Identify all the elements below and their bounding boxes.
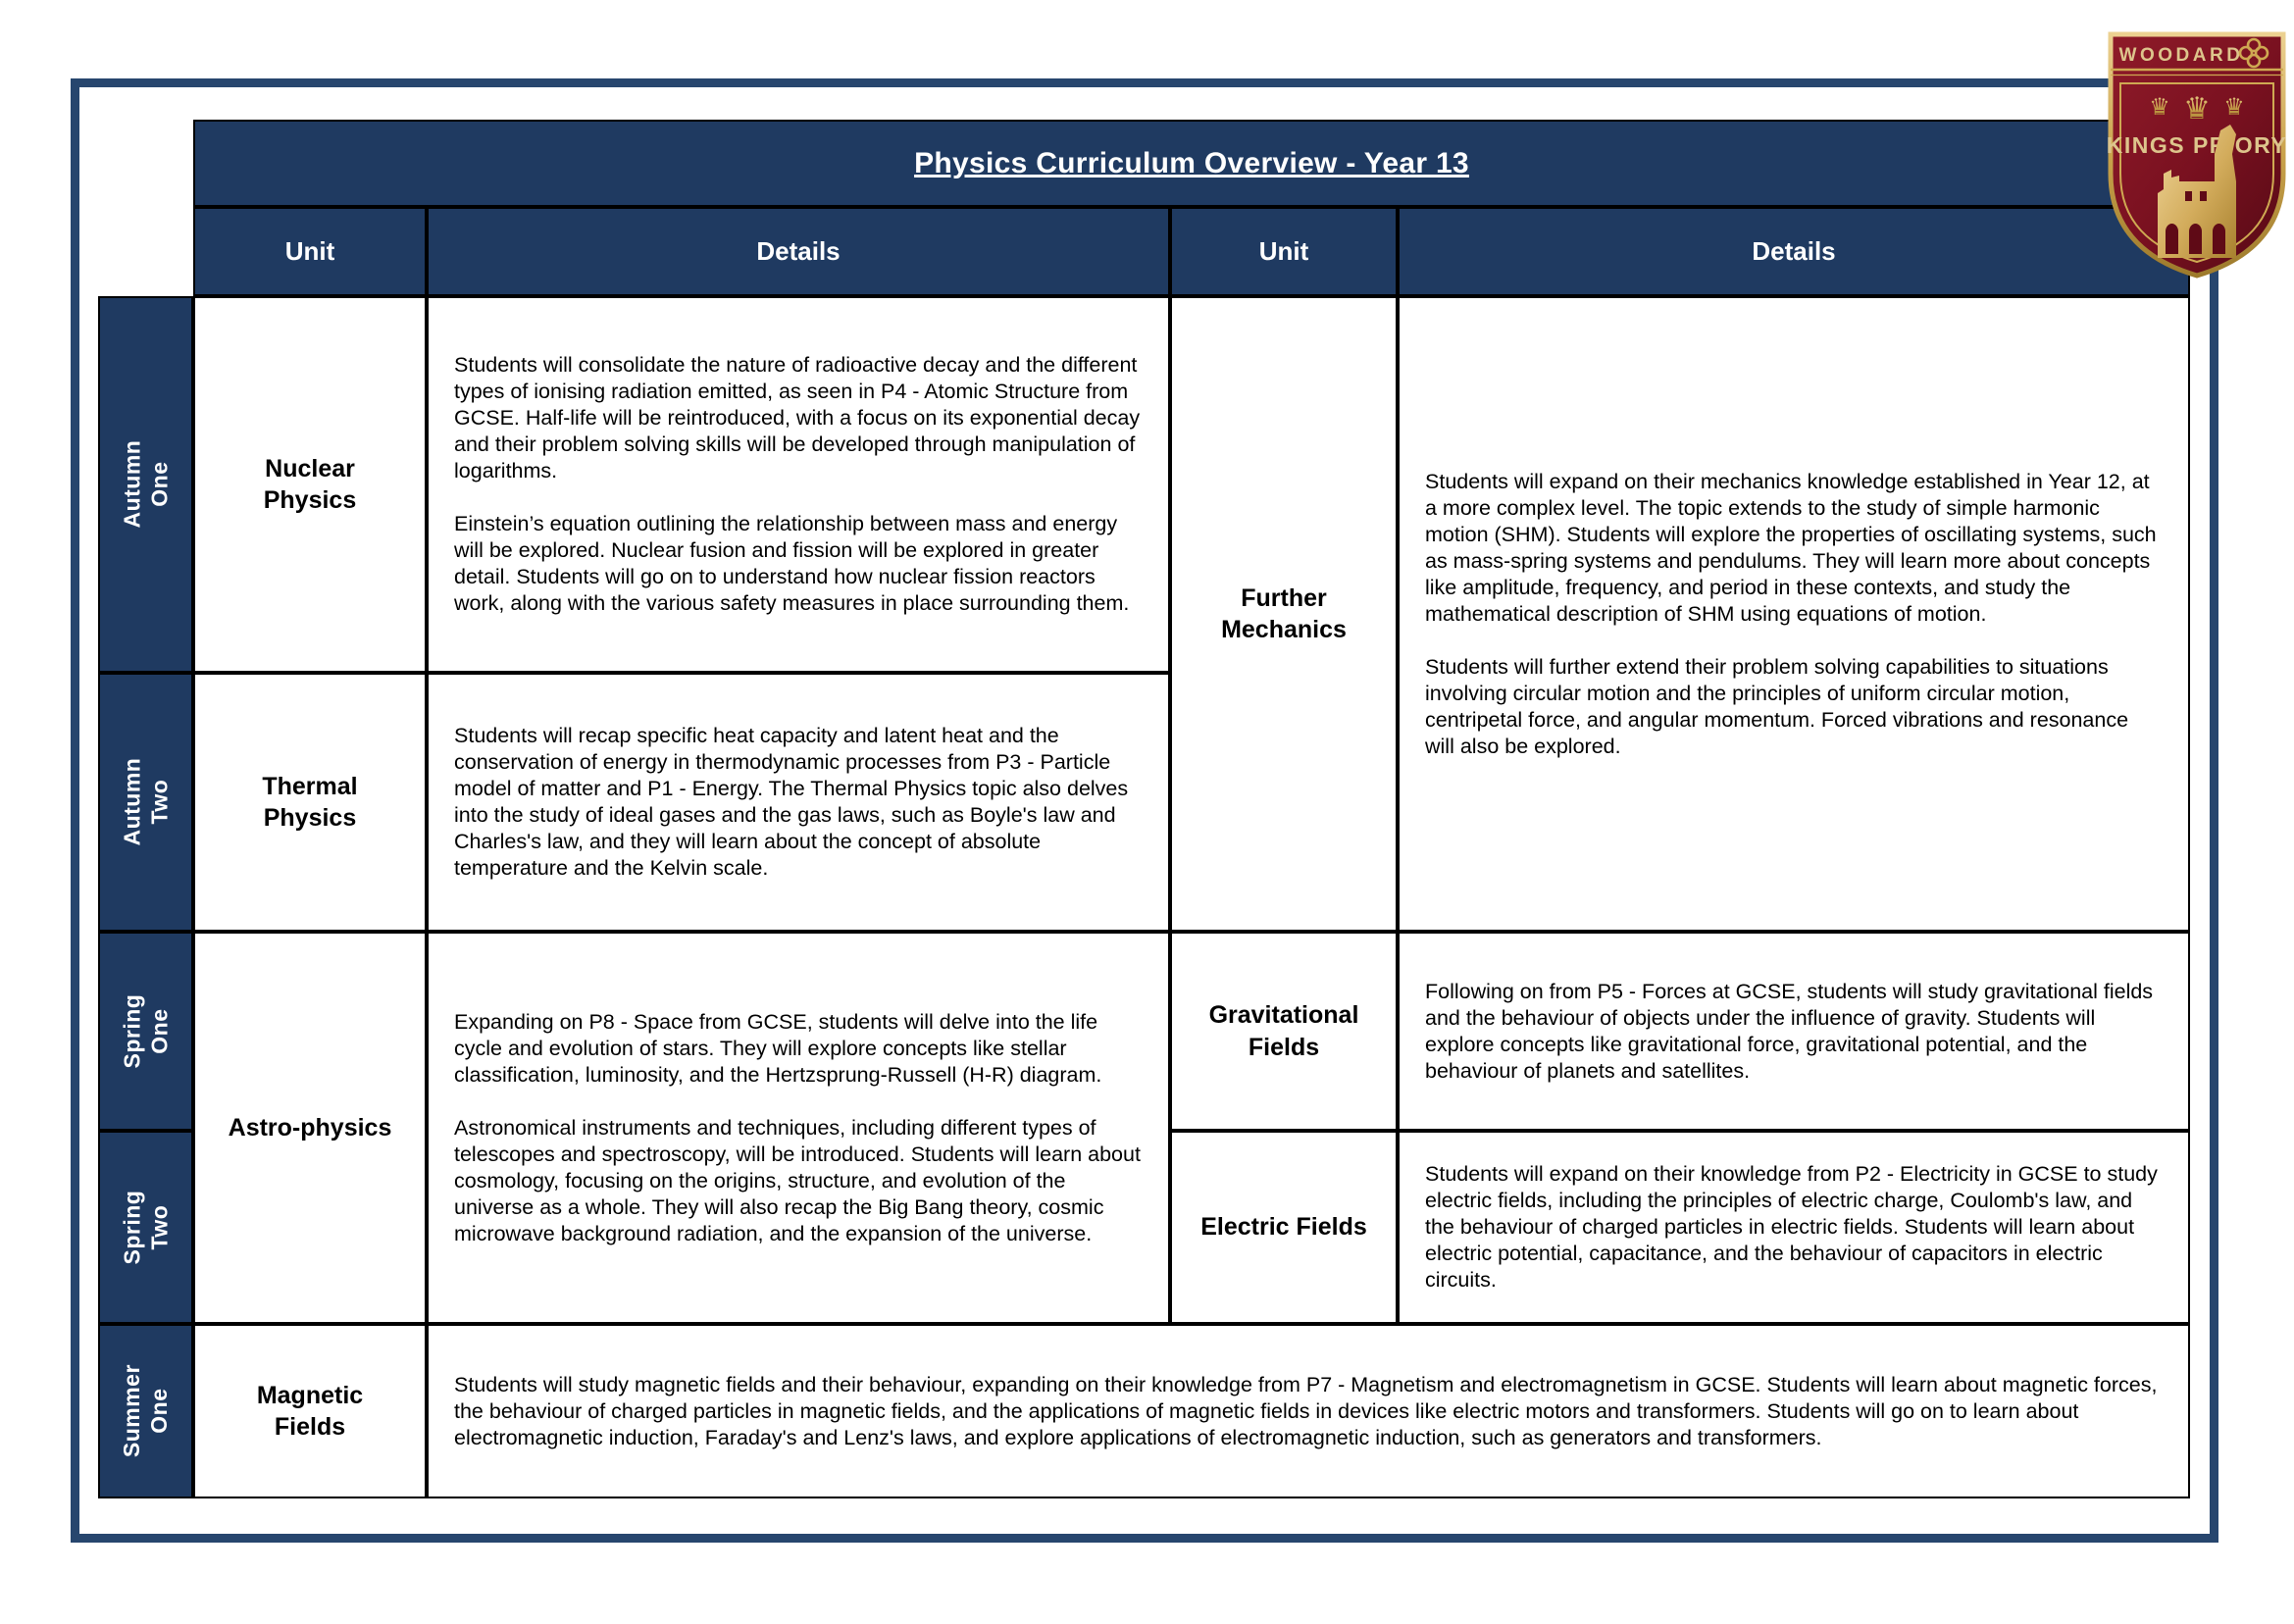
season-band-spring-one (98, 932, 193, 1131)
unit-cell-further-mechanics: Further Mechanics (1170, 296, 1398, 932)
school-crest (2101, 25, 2293, 284)
header-details-left: Details (427, 207, 1170, 296)
curriculum-table (98, 120, 2190, 1498)
unit-cell-nuclear-physics: Nuclear Physics (193, 296, 427, 673)
season-band-summer-one (98, 1324, 193, 1498)
header-details-right: Details (1398, 207, 2190, 296)
season-band-spring-two (98, 1131, 193, 1324)
unit-cell-gravitational-fields: Gravitational Fields (1170, 932, 1398, 1131)
details-paragraph: Einstein’s equation outlining the relationship between mass and energy will be explored. Nuclear fusion and fission will be explored in greater detail. Students will go on to understand how nuclear fission reactors work, along with the various safety measures in place surrounding them. (454, 512, 1130, 615)
season-label: Summer One (118, 1364, 172, 1458)
header-unit-left: Unit (193, 207, 427, 296)
unit-cell-astrophysics: Astro-physics (193, 932, 427, 1324)
unit-cell-magnetic-fields: Magnetic Fields (193, 1324, 427, 1498)
details-cell-astrophysics (427, 932, 1170, 1324)
details-cell-electric-fields (1398, 1131, 2190, 1324)
details-paragraph: Students will further extend their problem solving capabilities to situations involving circular motion and the principles of uniform circular motion, centripetal force, and angular momentum. Forced vibrations and resonance will also be explored. (1425, 654, 2129, 758)
details-cell-thermal-physics (427, 673, 1170, 932)
svg-text:♛: ♛ (2183, 91, 2211, 127)
details-paragraph: Students will study magnetic fields and their behaviour, expanding on their knowledge from P7 - Magnetism and electromagnetism in GCSE. Students will learn about magnetic forces, the behaviour of charged particles in magnetic fields, and the applications of magnetic fields in devices like electric motors and transformers. Students will go on to learn about electromagnetic induction, Faraday's and Lenz's laws, and explore applications of electromagnetic induction, such as generators and transformers. (454, 1372, 2158, 1449)
season-band-autumn-one (98, 296, 193, 673)
header-unit-right: Unit (1170, 207, 1398, 296)
season-band-autumn-two (98, 673, 193, 932)
crest-trust-label: WOODARD (2118, 45, 2244, 66)
season-label: Spring One (118, 993, 172, 1069)
season-label: Autumn Two (118, 758, 172, 846)
unit-cell-electric-fields: Electric Fields (1170, 1131, 1398, 1324)
details-paragraph: Following on from P5 - Forces at GCSE, students will study gravitational fields and the behaviour of objects under the influence of gravity. Students will explore concepts like gravitational force, gravitational potential, and the behaviour of planets and satellites. (1425, 979, 2154, 1083)
details-paragraph: Students will recap specific heat capacity and latent heat and the conservation of energy in thermodynamic processes from P3 - Particle model of matter and P1 - Energy. The Thermal Physics topic also delves into the study of ideal gases and the gas laws, such as Boyle's law and Charles's law, and they will learn about the concept of absolute temperature and the Kelvin scale. (454, 724, 1129, 880)
details-cell-gravitational-fields (1398, 932, 2190, 1131)
details-paragraph: Astronomical instruments and techniques, including different types of telescopes and spectroscopy, will be introduced. Students will learn about cosmology, focusing on the origins, structure, and evolution of the universe as a whole. They will also recap the Big Bang theory, cosmic microwave background radiation, and the expansion of the universe. (454, 1115, 1141, 1245)
details-paragraph: Students will expand on their knowledge from P2 - Electricity in GCSE to study electric fields, including the principles of electric charge, Coulomb's law, and the behaviour of charged particles in electric fields. Students will learn about electric potential, capacitance, and the behaviour of capacitors in electric circuits. (1425, 1162, 2158, 1292)
svg-text:♛: ♛ (2149, 93, 2170, 121)
season-label: Autumn One (118, 440, 172, 529)
details-paragraph: Students will consolidate the nature of radioactive decay and the different types of ionising radiation emitted, as seen in P4 - Atomic Structure from GCSE. Half-life will be reintroduced, with a focus on its exponential decay and their problem solving skills will be developed through manipulation of logarithms. (454, 353, 1141, 482)
page-title: Physics Curriculum Overview - Year 13 (193, 120, 2190, 207)
crest-school-label: KINGS PRIORY (2106, 132, 2288, 158)
details-cell-further-mechanics (1398, 296, 2190, 932)
season-label: Spring Two (118, 1190, 172, 1265)
details-cell-magnetic-fields (427, 1324, 2190, 1498)
details-paragraph: Students will expand on their mechanics knowledge established in Year 12, at a more complex level. The topic extends to the study of simple harmonic motion (SHM). Students will explore the properties of oscillating systems, such as mass-spring systems and pendulums. They will learn more about concepts like amplitude, frequency, and period in these contexts, and study the mathematical description of SHM using equations of motion. (1425, 469, 2157, 626)
svg-text:♛: ♛ (2223, 93, 2245, 121)
unit-cell-thermal-physics: Thermal Physics (193, 673, 427, 932)
details-cell-nuclear-physics (427, 296, 1170, 673)
details-paragraph: Expanding on P8 - Space from GCSE, students will delve into the life cycle and evolution of stars. They will explore concepts like stellar classification, luminosity, and the Hertzsprung-Russell (H-R) diagram. (454, 1009, 1102, 1087)
